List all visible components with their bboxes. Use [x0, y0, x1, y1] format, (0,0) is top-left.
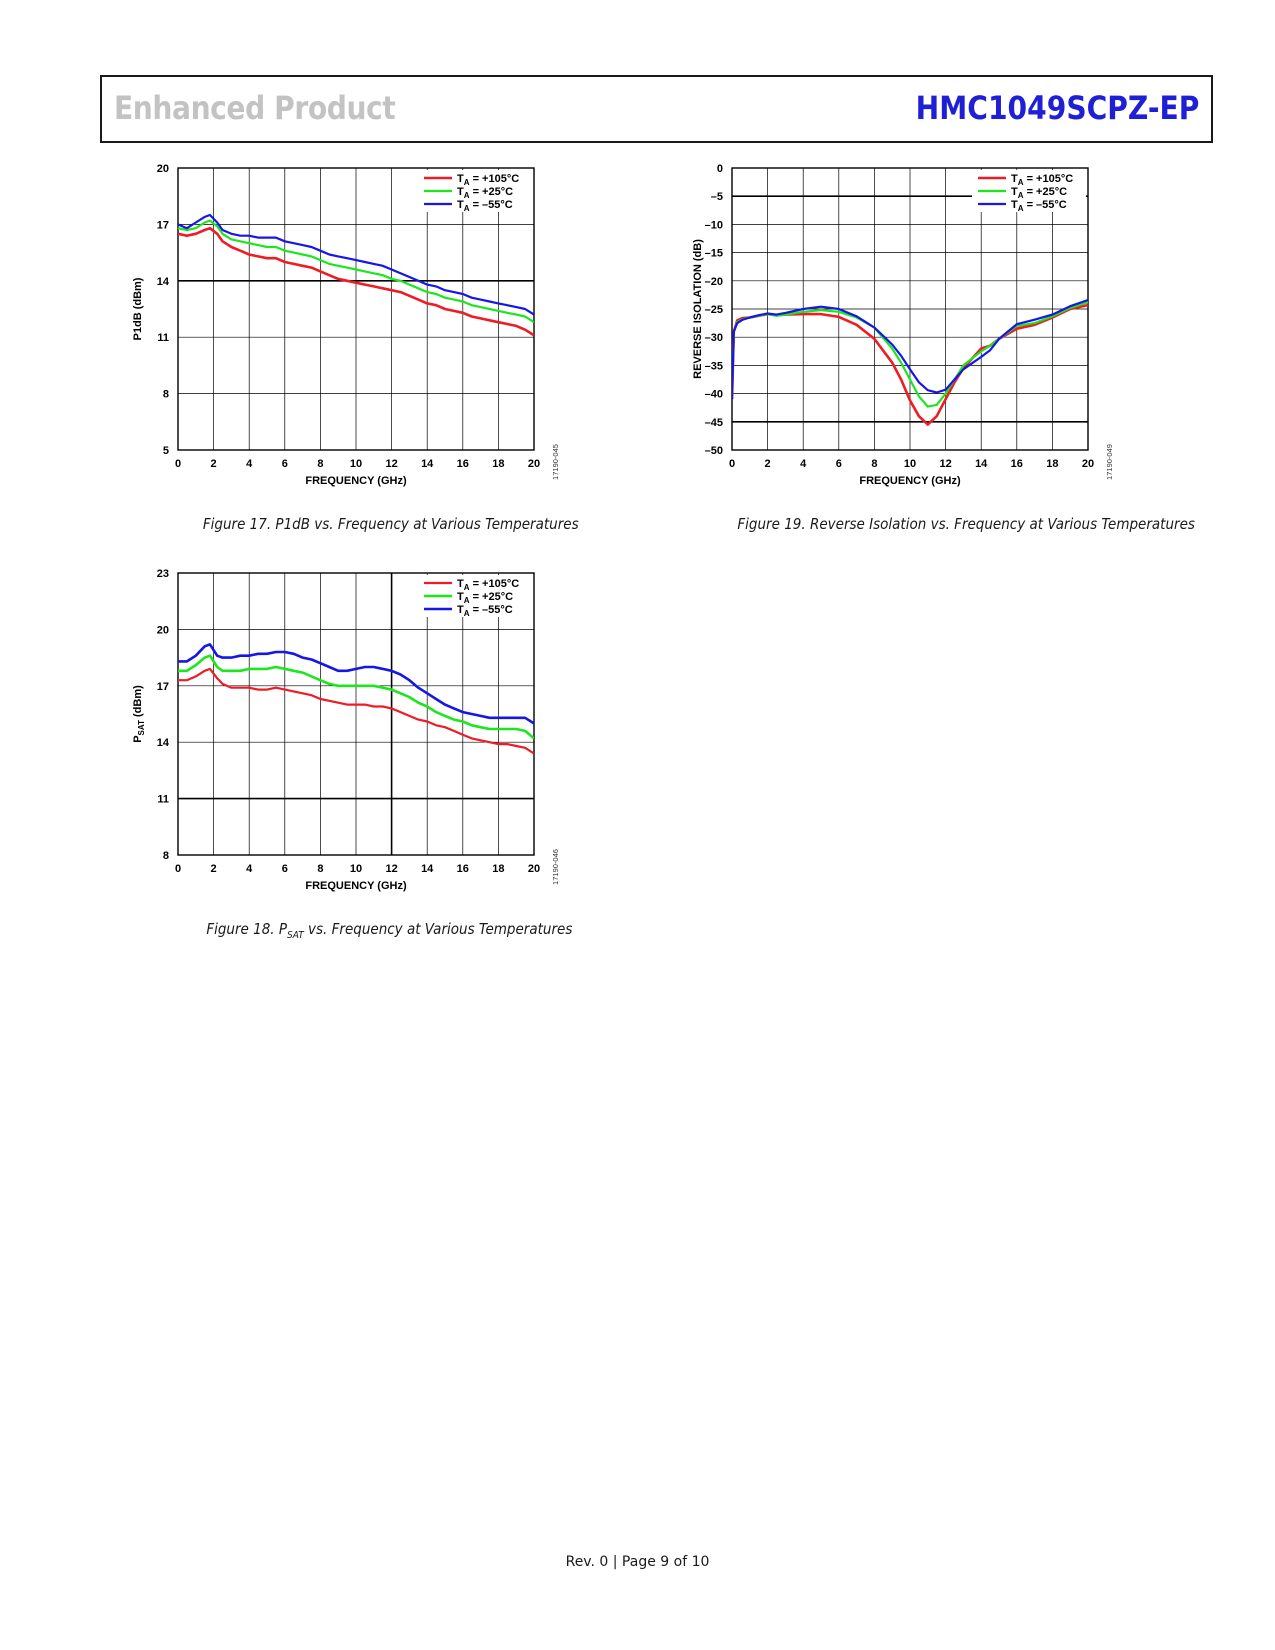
legend-entry: $T_A = -55^\circ C$	[457, 199, 513, 213]
header-product-type: Enhanced Product	[114, 89, 396, 127]
x-tick-label: 4	[246, 863, 253, 875]
y-tick-label: 14	[156, 275, 169, 288]
y-tick-label: –20	[704, 275, 723, 288]
x-tick-label: 10	[903, 458, 917, 470]
x-tick-label: 14	[421, 458, 434, 470]
x-tick-label: 0	[174, 458, 182, 470]
y-tick-label: –50	[704, 445, 723, 457]
caption-fig18-suffix: vs. Frequency at Various Temperatures	[303, 920, 573, 938]
legend-entry: $T_A = +105^\circ C$	[457, 578, 520, 592]
x-axis-label: FREQUENCY (GHz)	[859, 475, 961, 487]
header-part-number: HMC1049SCPZ-EP	[915, 89, 1199, 127]
legend-entry: $T_A = -55^\circ C$	[457, 604, 513, 618]
y-tick-label: 23	[156, 568, 169, 580]
legend-entry: $T_A = +25^\circ C$	[457, 186, 514, 200]
x-tick-label: 6	[281, 863, 288, 875]
page-footer: Rev. 0 | Page 9 of 10	[565, 1554, 710, 1570]
x-tick-label: 4	[246, 458, 253, 470]
y-tick-label: 0	[716, 163, 723, 175]
x-tick-label: 18	[492, 863, 505, 875]
x-tick-label: 14	[975, 458, 988, 470]
y-tick-label: 8	[162, 850, 169, 862]
x-tick-label: 16	[456, 458, 469, 470]
x-tick-label: 2	[210, 863, 217, 875]
y-tick-label: 17	[156, 219, 169, 232]
y-tick-label: –45	[704, 416, 723, 429]
caption-fig17: Figure 17. P1dB vs. Frequency at Various Temperatures	[202, 515, 579, 533]
legend-entry: $T_A = +25^\circ C$	[457, 591, 514, 605]
x-tick-label: 8	[871, 458, 878, 470]
y-tick-label: –10	[704, 219, 723, 232]
y-tick-label: 14	[156, 737, 169, 750]
x-tick-label: 16	[456, 863, 469, 875]
figure-code: 17190-046	[551, 849, 560, 885]
x-tick-label: 8	[317, 863, 324, 875]
legend	[972, 170, 1086, 213]
y-axis-label: REVERSE ISOLATION (dB)	[692, 239, 704, 379]
x-tick-label: 4	[800, 458, 807, 470]
x-tick-label: 20	[527, 458, 541, 470]
y-tick-label: –35	[704, 360, 723, 373]
y-tick-label: –30	[704, 332, 723, 345]
x-tick-label: 18	[492, 458, 505, 470]
x-tick-label: 0	[174, 863, 182, 875]
x-tick-label: 12	[939, 458, 952, 470]
x-tick-label: 12	[385, 863, 398, 875]
x-tick-label: 6	[835, 458, 842, 470]
y-tick-label: 20	[156, 624, 169, 637]
x-tick-label: 12	[385, 458, 398, 470]
y-tick-label: 8	[162, 388, 169, 401]
page-header	[100, 75, 1213, 143]
x-tick-label: 14	[421, 863, 434, 875]
figure-code: 17190-049	[1105, 444, 1114, 480]
caption-fig18-prefix: Figure 18. P	[206, 920, 288, 938]
x-tick-label: 20	[1081, 458, 1095, 470]
x-tick-label: 2	[210, 458, 217, 470]
x-tick-label: 16	[1010, 458, 1023, 470]
legend	[418, 170, 532, 213]
y-axis-label: P1dB (dBm)	[132, 277, 144, 341]
y-tick-label: 11	[157, 793, 169, 806]
caption-fig18	[206, 920, 572, 941]
x-tick-label: 10	[349, 863, 363, 875]
legend-entry: $T_A = +25^\circ C$	[1011, 186, 1068, 200]
caption-fig19: Figure 19. Reverse Isolation vs. Frequency at Various Temperatures	[737, 515, 1195, 533]
x-tick-label: 0	[728, 458, 736, 470]
y-tick-label: –15	[704, 247, 723, 260]
x-axis-label: FREQUENCY (GHz)	[305, 475, 407, 487]
y-tick-label: –25	[704, 304, 723, 316]
x-axis-label: FREQUENCY (GHz)	[305, 880, 407, 892]
x-tick-label: 18	[1046, 458, 1059, 470]
legend-entry: $T_A = +105^\circ C$	[1011, 173, 1074, 187]
chart-fig18-psat	[130, 567, 600, 917]
x-tick-label: 8	[317, 458, 324, 470]
y-tick-label: 17	[156, 680, 169, 693]
legend	[418, 575, 532, 618]
x-tick-label: 10	[349, 458, 363, 470]
legend-entry: $T_A = +105^\circ C$	[457, 173, 520, 187]
y-tick-label: 11	[157, 332, 169, 345]
x-tick-label: 2	[764, 458, 771, 470]
figure-code: 17190-045	[551, 444, 560, 480]
y-tick-label: –5	[710, 191, 723, 204]
legend-entry: $T_A = -55^\circ C$	[1011, 199, 1067, 213]
y-axis-label: $P_{SAT}$ (dBm)	[132, 685, 146, 743]
x-tick-label: 6	[281, 458, 288, 470]
chart-fig17-p1db	[130, 162, 600, 512]
chart-fig19-reverse-isolation	[692, 162, 1170, 512]
x-tick-label: 20	[527, 863, 541, 875]
caption-fig18-sub: SAT	[287, 930, 304, 941]
y-tick-label: 5	[162, 445, 169, 457]
y-tick-label: 20	[156, 163, 169, 175]
y-tick-label: –40	[704, 388, 723, 401]
